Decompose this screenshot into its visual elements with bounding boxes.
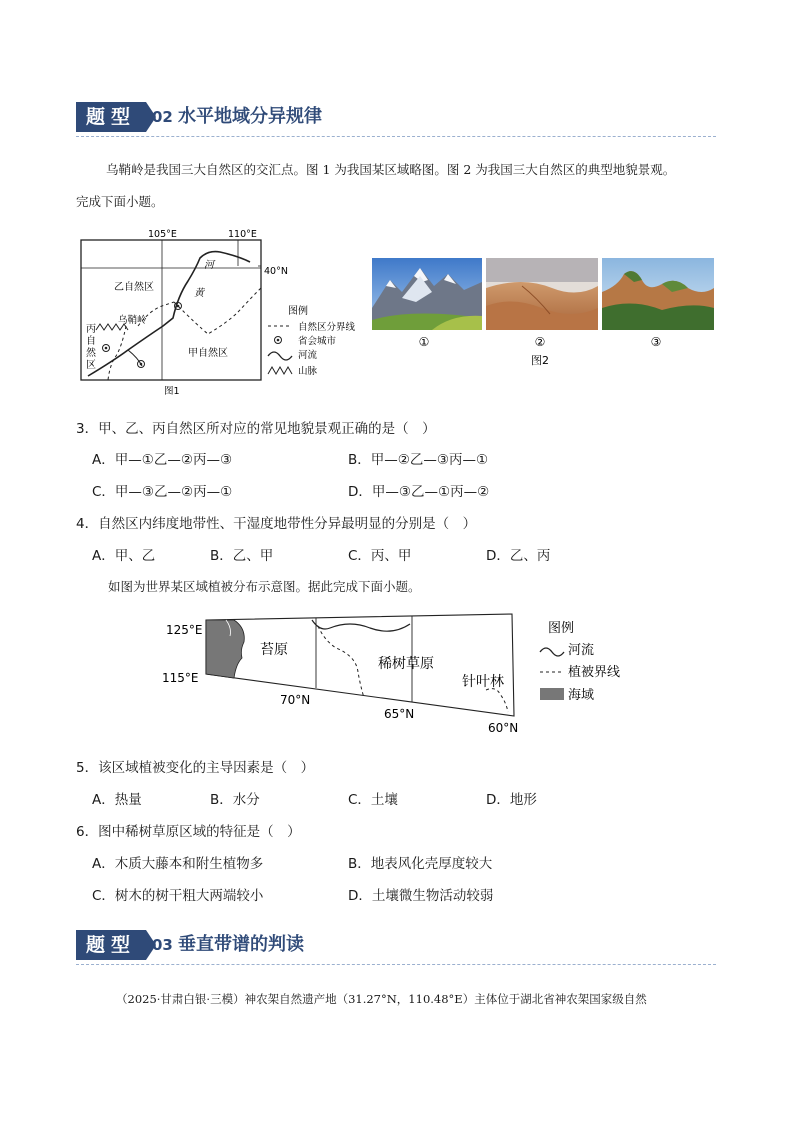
photo-desert-dunes: [486, 258, 598, 330]
section-badge: 题型: [76, 102, 146, 132]
figure1-caption: 图1: [164, 386, 180, 397]
legend-sea-symbol: [540, 688, 564, 700]
legend-river-label: 河流: [568, 643, 595, 658]
intro-paragraph-3: （2025·甘肃白银·三模）神农架自然遗产地（31.27°N，110.48°E）主体位于湖北省神农架国家级自然: [116, 992, 647, 1006]
capital-city-dot: [140, 363, 143, 366]
sparse-grassland-label: 稀树草原: [378, 656, 434, 672]
section-divider: [76, 136, 716, 137]
legend-boundary-label: 自然区分界线: [298, 322, 356, 333]
lon-label-125: 125°E: [166, 623, 203, 637]
q4-option-b[interactable]: B．乙、甲: [210, 548, 274, 564]
legend-river-label: 河流: [298, 350, 318, 361]
sea-area: [206, 620, 244, 678]
figure2-photos: [372, 258, 716, 368]
intro-paragraph-line2: 完成下面小题。: [76, 194, 164, 209]
legend-boundary-label: 植被界线: [568, 665, 621, 680]
photo-label-1: ①: [418, 335, 430, 349]
section-number: 02: [152, 108, 173, 126]
section-badge: 题型: [76, 930, 146, 960]
q3-option-a[interactable]: A．甲—①乙—②丙—③: [92, 452, 233, 468]
intro-paragraph-line1: 乌鞘岭是我国三大自然区的交汇点。图 1 为我国某区域略图。图 2 为我国三大自然区的典型地貌景观。: [106, 162, 676, 177]
question-5-stem: 5．该区域植被变化的主导因素是（ ）: [76, 760, 315, 776]
intro-paragraph-2: 如图为世界某区域植被分布示意图。据此完成下面小题。: [108, 579, 421, 594]
q6-option-d[interactable]: D．土壤微生物活动较弱: [348, 888, 494, 904]
lon-label-105: 105°E: [148, 229, 177, 240]
q5-option-c[interactable]: C．土壤: [348, 792, 398, 808]
legend-mountain-label: 山脉: [298, 366, 318, 377]
figure3-vegetation-map: [160, 606, 660, 746]
q4-option-a[interactable]: A．甲、乙: [92, 548, 156, 564]
legend-city-dot: [277, 339, 280, 342]
legend-title: 图例: [288, 306, 308, 317]
section-title: 水平地域分异规律: [178, 106, 322, 127]
photo-label-3: ③: [650, 335, 662, 349]
q6-option-c[interactable]: C．树木的树干粗大两端较小: [92, 888, 264, 904]
question-4-stem: 4．自然区内纬度地带性、干湿度地带性分异最明显的分别是（ ）: [76, 516, 477, 532]
question-6-stem: 6．图中稀树草原区域的特征是（ ）: [76, 824, 301, 840]
figure1-map: [78, 226, 368, 398]
photo-snow-mountains: [372, 258, 482, 330]
photo-danxia-landform: [602, 258, 714, 330]
tundra-label: 苔原: [260, 642, 288, 658]
region-bing-char: 区: [86, 360, 96, 371]
wushaoling-label: 乌鞘岭: [118, 315, 147, 326]
region-bing-char: 自: [86, 336, 96, 347]
lat-label-65: 65°N: [384, 707, 415, 721]
section-header-03: [76, 930, 716, 960]
section-header-02: [76, 102, 716, 132]
figure2-caption: 图2: [531, 354, 549, 367]
q4-option-d[interactable]: D．乙、丙: [486, 548, 551, 564]
region-bing-char: 丙: [86, 324, 96, 335]
legend-mountain-symbol: [268, 367, 292, 374]
lat-label-40: 40°N: [264, 266, 288, 277]
river: [312, 620, 410, 631]
lat-label-70: 70°N: [280, 693, 311, 707]
coniferous-forest-label: 针叶林: [462, 674, 504, 690]
capital-city-dot: [105, 347, 108, 350]
question-3-stem: 3．甲、乙、丙自然区所对应的常见地貌景观正确的是（ ）: [76, 421, 436, 437]
q6-option-b[interactable]: B．地表风化壳厚度较大: [348, 856, 493, 872]
legend-river-symbol: [268, 352, 292, 360]
legend-river-symbol: [540, 648, 564, 656]
q3-option-b[interactable]: B．甲—②乙—③丙—①: [348, 452, 489, 468]
section-number: 03: [152, 936, 173, 954]
legend-title: 图例: [548, 621, 575, 636]
q5-option-d[interactable]: D．地形: [486, 792, 537, 808]
q5-option-a[interactable]: A．热量: [92, 792, 142, 808]
q3-option-d[interactable]: D．甲—③乙—①丙—②: [348, 484, 490, 500]
q5-option-b[interactable]: B．水分: [210, 792, 260, 808]
boundary-line-b: [174, 288, 261, 334]
river-label-huang: 黄: [194, 288, 204, 299]
river-label-he: 河: [204, 260, 214, 271]
region-yi-label: 乙自然区: [114, 282, 154, 293]
legend-sea-label: 海域: [568, 688, 595, 703]
q6-option-a[interactable]: A．木质大藤本和附生植物多: [92, 856, 264, 872]
lon-label-110: 110°E: [228, 229, 257, 240]
section-divider: [76, 964, 716, 965]
section-title: 垂直带谱的判读: [178, 934, 304, 955]
vegetation-boundary: [318, 626, 364, 698]
legend-city-label: 省会城市: [298, 336, 337, 347]
lat-label-60: 60°N: [488, 721, 519, 735]
q3-option-c[interactable]: C．甲—③乙—②丙—①: [92, 484, 233, 500]
map-frame: [206, 614, 514, 716]
lon-label-115: 115°E: [162, 671, 199, 685]
capital-city-dot: [177, 305, 180, 308]
vegetation-boundary: [486, 689, 508, 712]
photo-label-2: ②: [534, 335, 546, 349]
q4-option-c[interactable]: C．丙、甲: [348, 548, 412, 564]
region-jia-label: 甲自然区: [188, 348, 228, 359]
region-bing-char: 然: [86, 348, 96, 359]
